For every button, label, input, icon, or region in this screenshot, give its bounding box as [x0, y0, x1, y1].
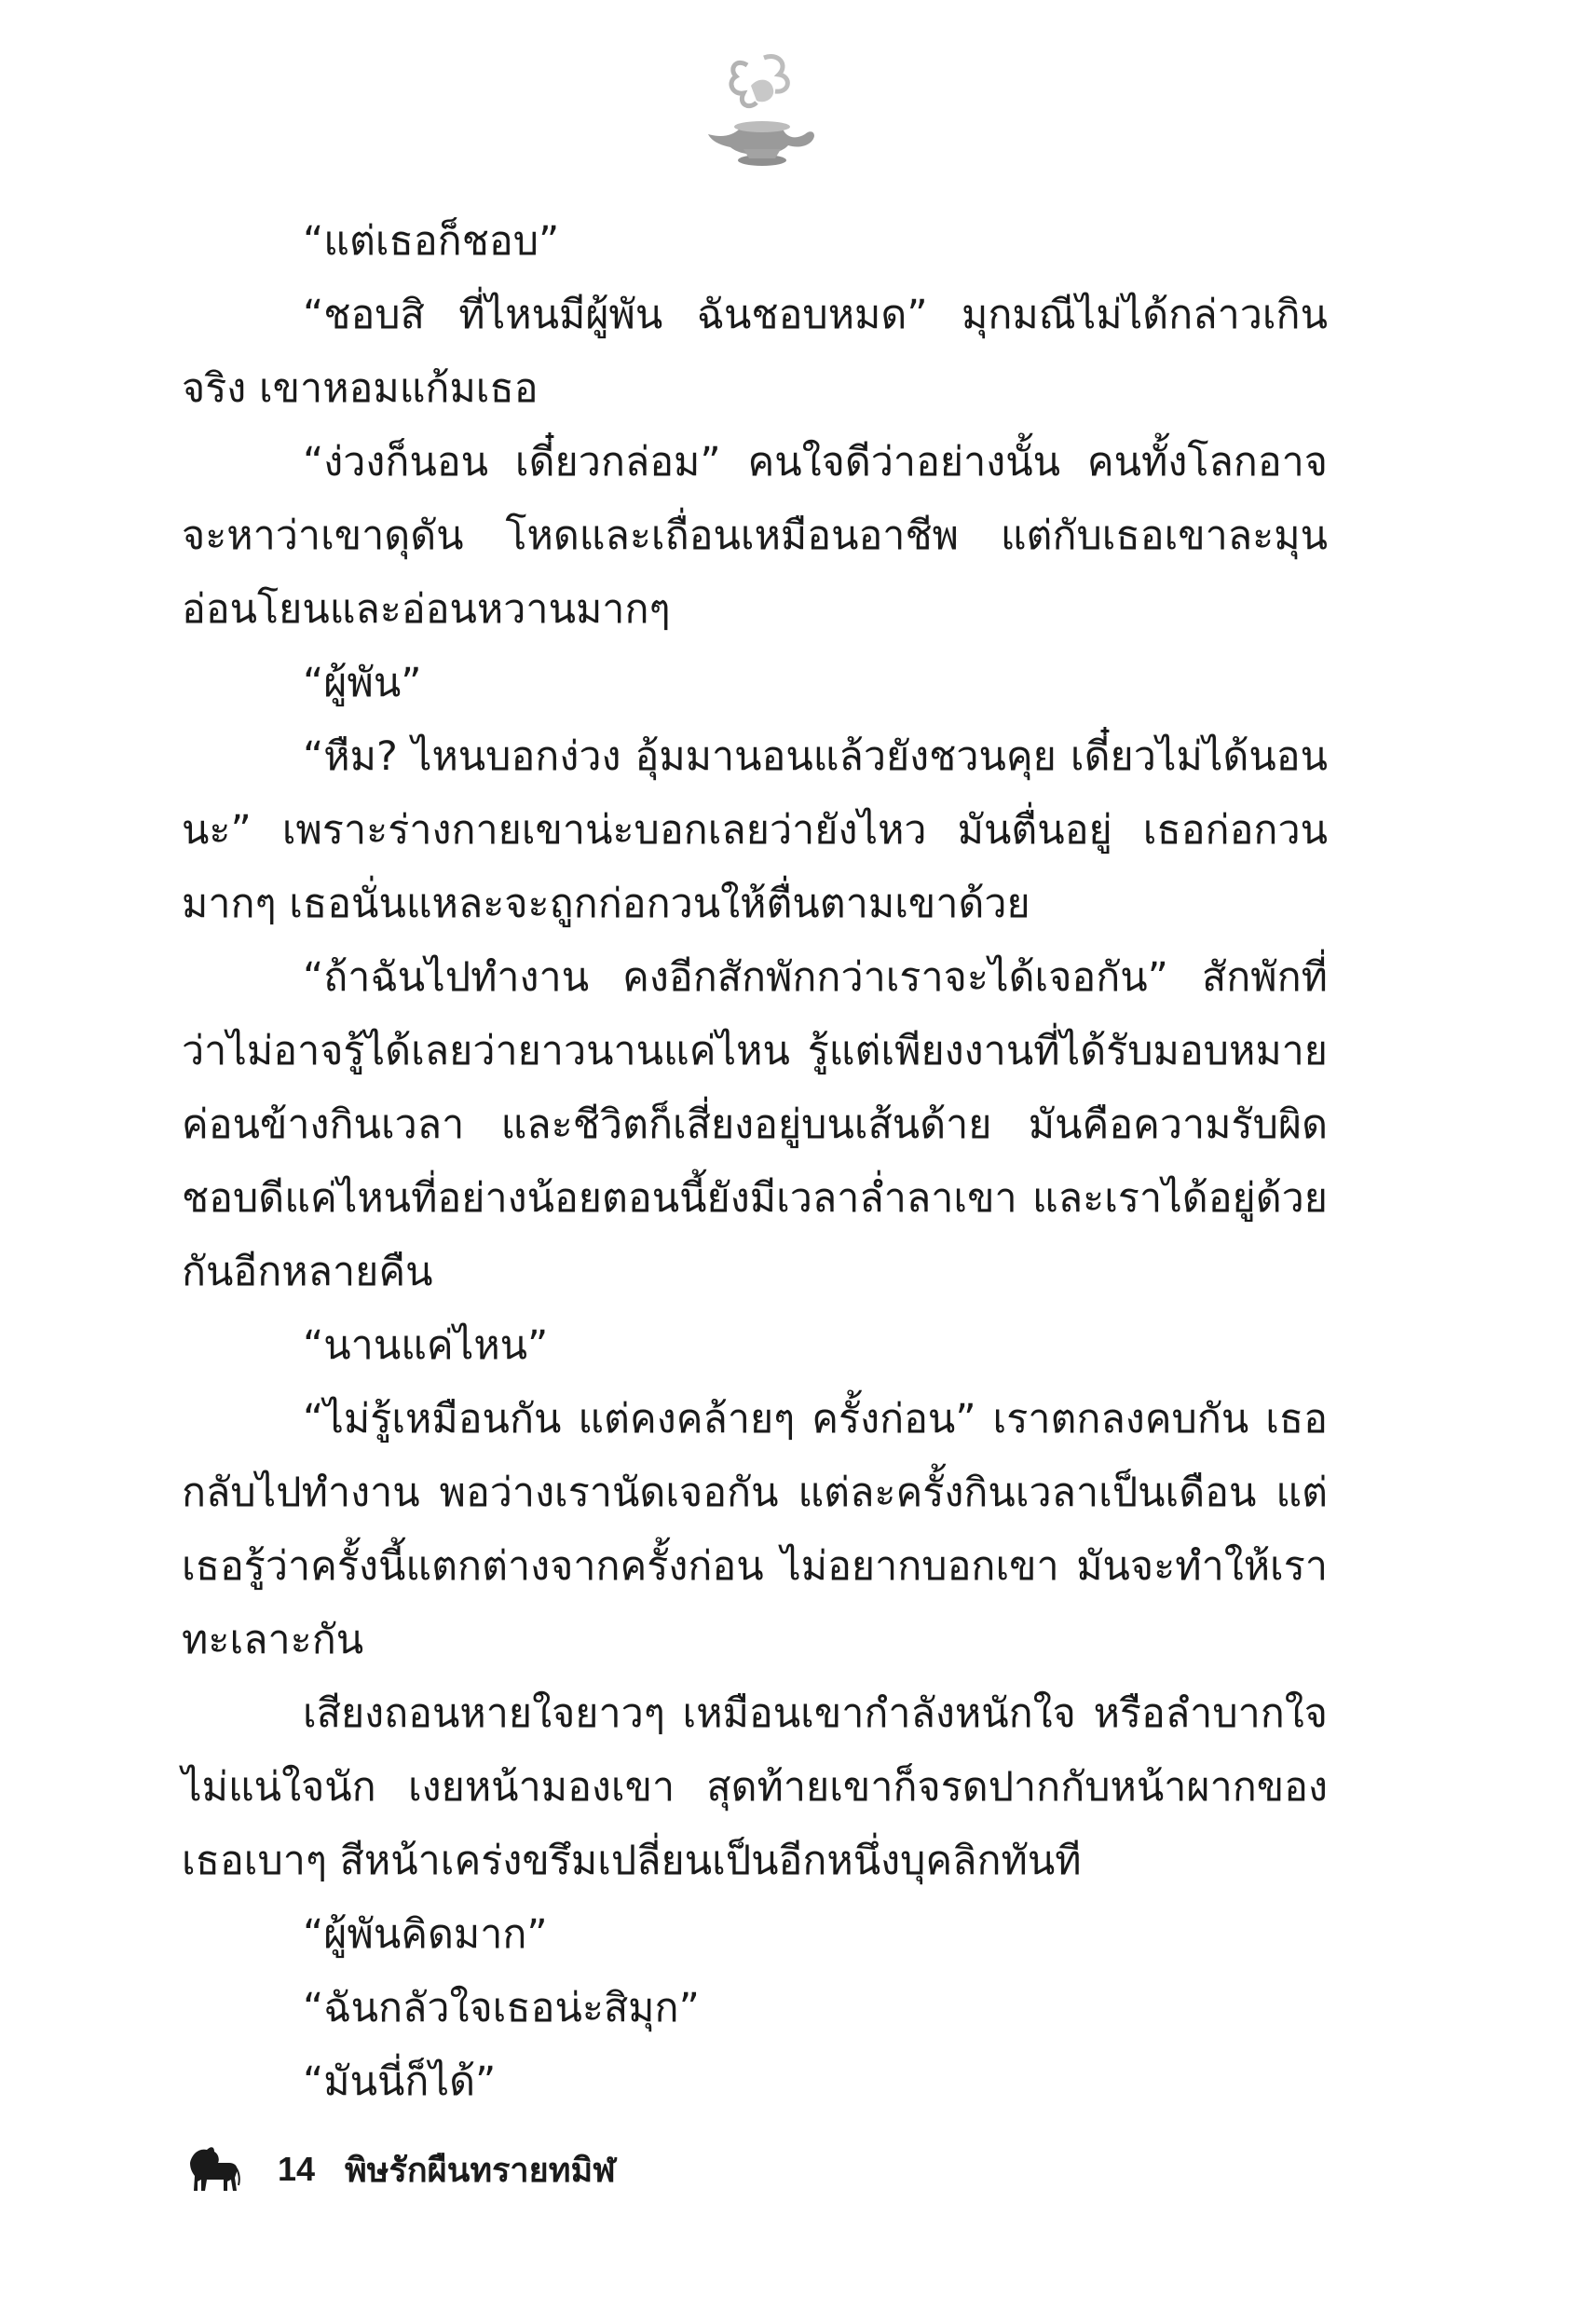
paragraph: “นานแค่ไหน”: [303, 1322, 549, 1369]
page-footer: [186, 2141, 616, 2197]
paragraph: “หืม? ไหนบอกง่วง อุ้มมานอนแล้วยังชวนคุย เดี๋ยวไม่ได้นอนนะ” เพราะร่างกายเขาน่ะบอกเลยว่ายังไหว มันตื่นอยู่ เธอก่อกวนมากๆ เธอนั่นแหละจะถูกก่อกวนให้ตื่นตามเขาด้วย: [182, 733, 1328, 927]
page-number: 14: [278, 2150, 316, 2188]
paragraph: เสียงถอนหายใจยาวๆ เหมือนเขากำลังหนักใจ หรือลำบากใจไม่แน่ใจนัก เงยหน้ามองเขา สุดท้ายเขาก็จรดปากกับหน้าผากของเธอเบาๆ สีหน้าเคร่งขรึมเปลี่ยนเป็นอีกหนึ่งบุคลิกทันที: [182, 1690, 1328, 1884]
paragraph: “ผู้พัน”: [303, 660, 422, 706]
horse-icon: [186, 2144, 240, 2195]
paragraph: “มันนี่ก็ได้”: [303, 2058, 497, 2105]
paragraph: “ฉันกลัวใจเธอน่ะสิมุก”: [303, 1985, 700, 2031]
book-title: พิษรักผืนทรายทมิฬ: [345, 2151, 616, 2190]
genie-lamp-icon: [689, 48, 820, 170]
paragraph: “ไม่รู้เหมือนกัน แต่คงคล้ายๆ ครั้งก่อน” เราตกลงคบกัน เธอกลับไปทำงาน พอว่างเรานัดเจอกัน แต่ละครั้งกินเวลาเป็นเดือน แต่เธอรู้ว่าครั้งนี้แตกต่างจากครั้งก่อน ไม่อยากบอกเขา มันจะทำให้เราทะเลาะกัน: [182, 1396, 1328, 1663]
paragraph: “ผู้พันคิดมาก”: [303, 1911, 548, 1958]
paragraph: “ชอบสิ ที่ไหนมีผู้พัน ฉันชอบหมด” มุกมณีไม่ได้กล่าวเกินจริง เขาหอมแก้มเธอ: [182, 292, 1328, 412]
text-body: [182, 205, 1328, 2119]
paragraph: “ถ้าฉันไปทำงาน คงอีกสักพักกว่าเราจะได้เจอกัน” สักพักที่ว่าไม่อาจรู้ได้เลยว่ายาวนานแค่ไหน รู้แต่เพียงงานที่ได้รับมอบหมายค่อนข้างกินเวลา และชีวิตก็เสี่ยงอยู่บนเส้นด้าย มันคือความรับผิดชอบดีแค่ไหนที่อย่างน้อยตอนนี้ยังมีเวลาล่ำลาเขา และเราได้อยู่ด้วยกันอีกหลายคืน: [182, 954, 1328, 1295]
paragraph: “แต่เธอก็ชอบ”: [303, 218, 560, 265]
paragraph: “ง่วงก็นอน เดี๋ยวกล่อม” คนใจดีว่าอย่างนั้น คนทั้งโลกอาจจะหาว่าเขาดุดัน โหดและเถื่อนเหมือนอาชีพ แต่กับเธอเขาละมุนอ่อนโยนและอ่อนหวานมากๆ: [182, 439, 1328, 633]
